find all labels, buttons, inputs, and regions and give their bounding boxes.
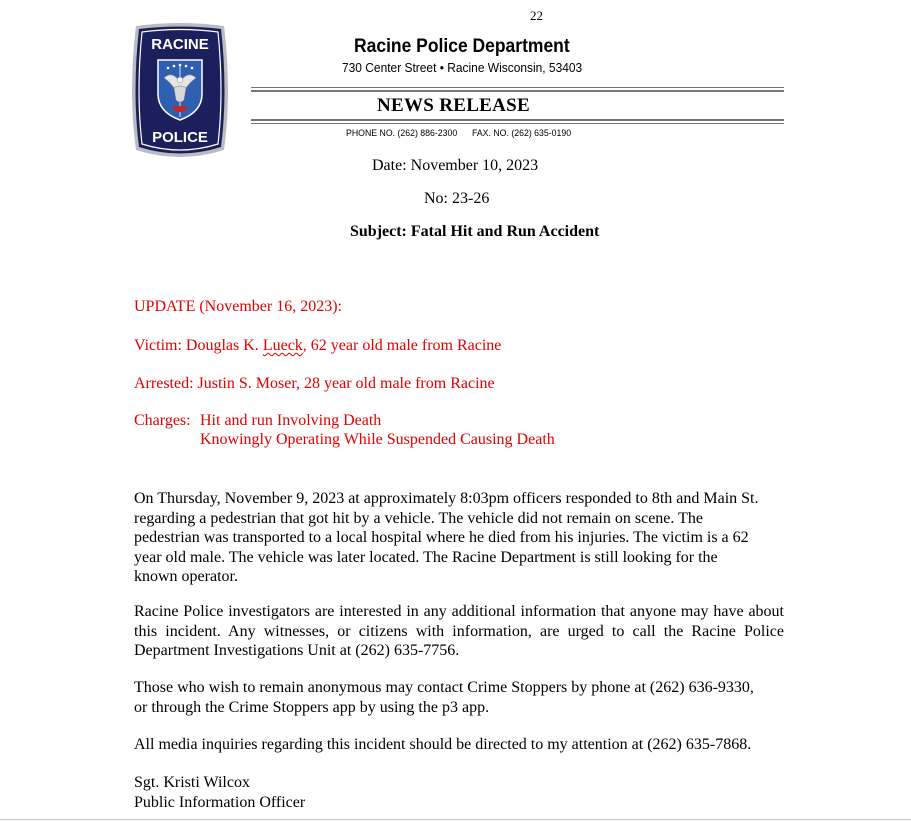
investigators-paragraph: Racine Police investigators are interested in any additional information that anyone may have about this incident. Any witnesses, or citizens with information, are urged to call the Racine Police Department Investigations Unit at (262) 635-7756. [134,603,784,659]
charge-2: Knowingly Operating While Suspended Causing Death [200,431,555,448]
release-subject [350,223,599,241]
subject-label: Subject: [350,223,411,240]
release-number: No: 23-26 [424,190,490,207]
page-bottom-edge [0,819,911,820]
signature-title: Public Information Officer [134,793,306,811]
svg-text:POLICE: POLICE [152,129,208,146]
paragraph-line: or through the Crime Stoppers app by using the p3 app. [134,698,490,716]
header-rule-top-thick [251,90,784,92]
victim-details: , 62 year old male from Racine [302,337,502,354]
update-heading: UPDATE (November 16, 2023): [134,298,342,315]
paragraph-line: regarding a pedestrian that got hit by a vehicle. The vehicle did not remain on scene. The [134,509,703,527]
victim-line [134,337,501,355]
subject-text: Fatal Hit and Run Accident [410,223,600,240]
svg-text:RACINE: RACINE [151,36,209,53]
paragraph-line: year old male. The vehicle was later located. The Racine Department is still looking for the [134,548,718,566]
paragraph-line: On Thursday, November 9, 2023 at approximately 8:03pm officers responded to 8th and Main St. [134,490,759,507]
arrested-line: Arrested: Justin S. Moser, 28 year old male from Racine [134,375,495,392]
incident-paragraph [134,489,784,587]
header-rule-bottom [251,123,784,124]
paragraph-line: known operator. [134,568,238,585]
paragraph-line: pedestrian was transported to a local hospital where he died from his injuries. The victim is a 62 [134,529,749,546]
charges-label: Charges: [134,412,191,429]
header-rule-top [251,87,784,88]
signature-name: Sgt. Kristi Wilcox [134,774,250,791]
victim-surname: Lueck [262,337,303,354]
phone-number: PHONE NO. (262) 886-2300 [346,128,458,139]
page-number: 22 [530,8,543,23]
department-address: 730 Center Street • Racine Wisconsin, 53403 [342,60,583,75]
header-rule-bottom-thick [251,119,784,121]
paragraph-line: Those who wish to remain anonymous may contact Crime Stoppers by phone at (262) 636-9330, [134,679,754,696]
news-release-title: NEWS RELEASE [377,95,531,116]
crime-stoppers-paragraph [134,678,784,717]
victim-label: Victim: Douglas K. [134,337,263,354]
release-date: Date: November 10, 2023 [372,157,539,174]
fax-number: FAX. NO. (262) 635-0190 [472,128,572,139]
media-paragraph: All media inquiries regarding this incident should be directed to my attention at (262) 635-7868. [134,736,752,753]
racine-police-badge [128,22,232,160]
charge-1: Hit and run Involving Death [200,412,382,429]
signature-block [134,773,784,812]
department-name: Racine Police Department [354,36,570,57]
